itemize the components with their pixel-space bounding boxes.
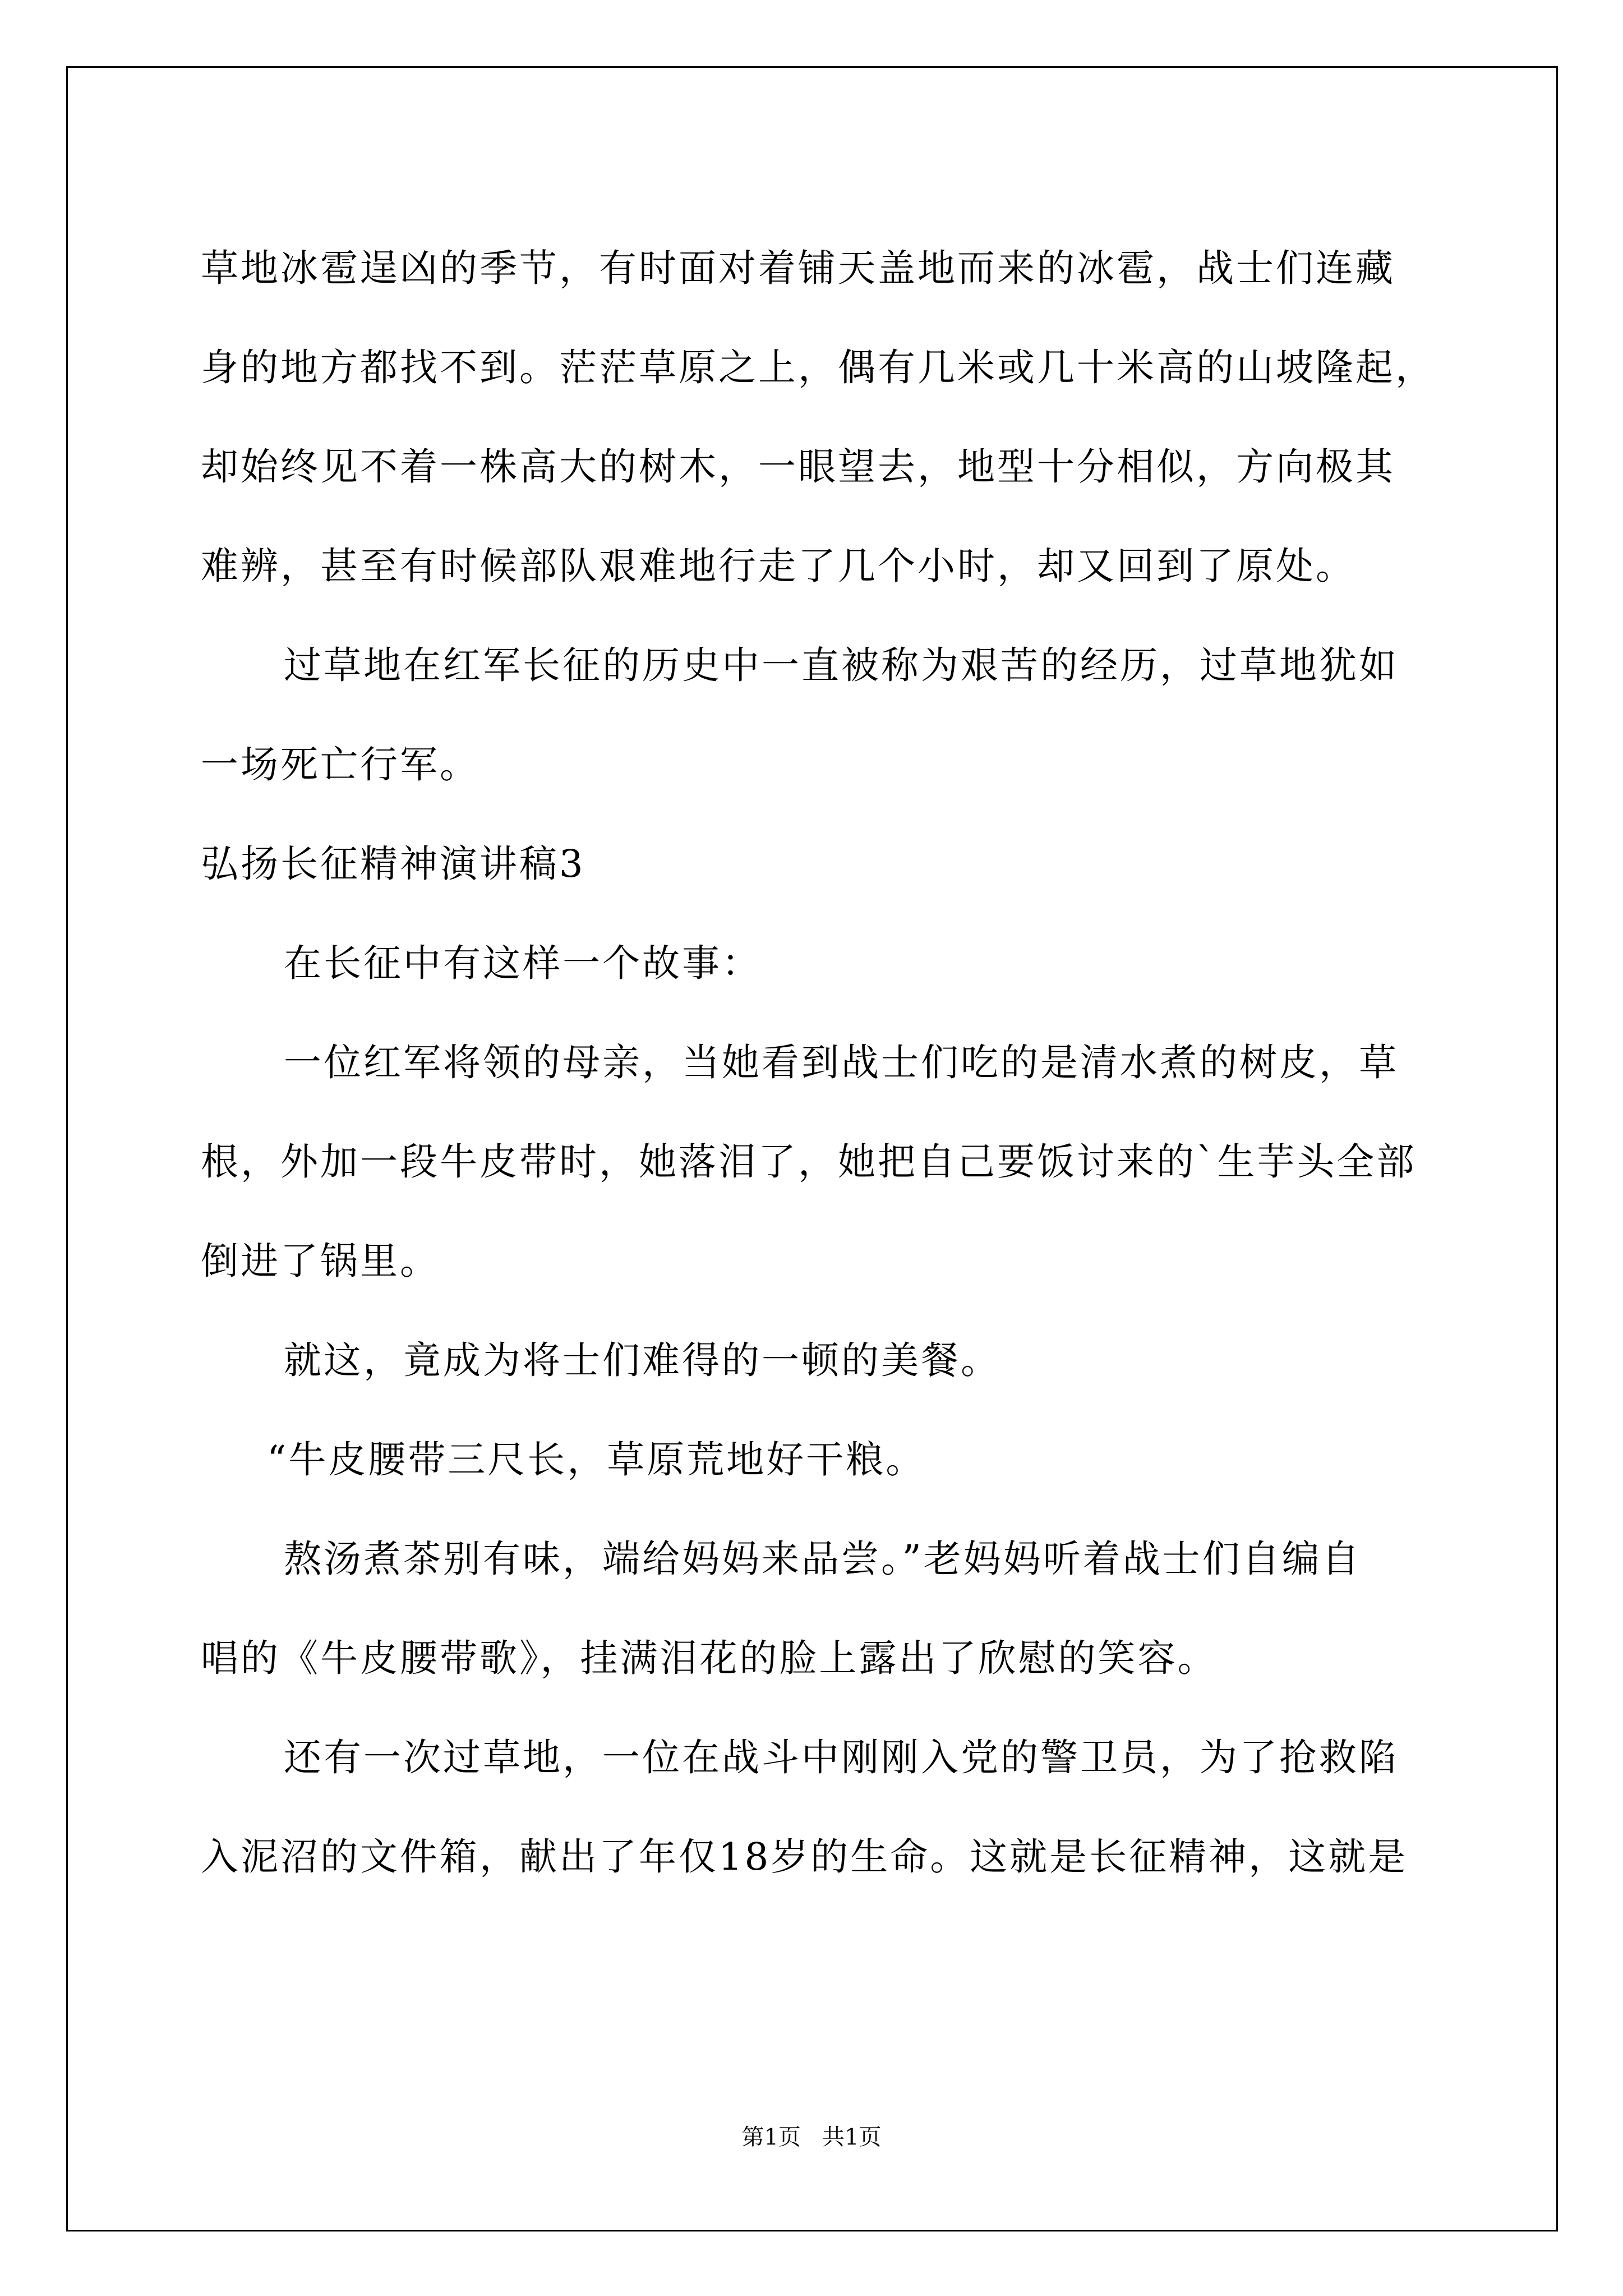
paragraph-start: 过草地在红军长征的历史中一直被称为艰苦的经历，过草地犹如 <box>284 643 1399 687</box>
text-line: 身的地方都找不到。茫茫草原之上，偶有几米或几十米高的山坡隆起， <box>201 346 1435 389</box>
paragraph-start: 一位红军将领的母亲，当她看到战士们吃的是清水煮的树皮，草 <box>284 1041 1399 1084</box>
document-body <box>201 219 1435 1907</box>
text-line: 却始终见不着一株高大的树木，一眼望去，地型十分相似，方向极其 <box>201 445 1395 489</box>
quote-line: “牛皮腰带三尺长，草原荒地好干粮。 <box>267 1438 926 1481</box>
section-heading: 弘扬长征精神演讲稿3 <box>201 842 585 886</box>
paragraph-start: 就这，竟成为将士们难得的一顿的美餐。 <box>284 1338 1000 1382</box>
paragraph-start: 熬汤煮茶别有味，端给妈妈来品尝。”老妈妈听着战士们自编自 <box>284 1537 1362 1581</box>
text-line: 难辨，甚至有时候部队艰难地行走了几个小时，却又回到了原处。 <box>201 544 1355 588</box>
paragraph-start: 还有一次过草地，一位在战斗中刚刚入党的警卫员，为了抢救陷 <box>284 1736 1399 1779</box>
text-line: 倒进了锅里。 <box>201 1239 440 1283</box>
paragraph-start: 在长征中有这样一个故事： <box>284 941 762 985</box>
text-line: 一场死亡行军。 <box>201 743 479 786</box>
text-line: 根，外加一段牛皮带时，她落泪了，她把自己要饭讨来的`生芋头全部 <box>201 1140 1417 1184</box>
text-line: 草地冰雹逞凶的季节，有时面对着铺天盖地而来的冰雹，战士们连藏 <box>201 246 1395 290</box>
text-line: 唱的《牛皮腰带歌》，挂满泪花的脸上露出了欣慰的笑容。 <box>201 1636 1218 1680</box>
text-line: 入泥沼的文件箱，献出了年仅18岁的生命。这就是长征精神，这就是 <box>201 1835 1408 1879</box>
page-footer: 第1页 共1页 <box>741 2124 882 2150</box>
